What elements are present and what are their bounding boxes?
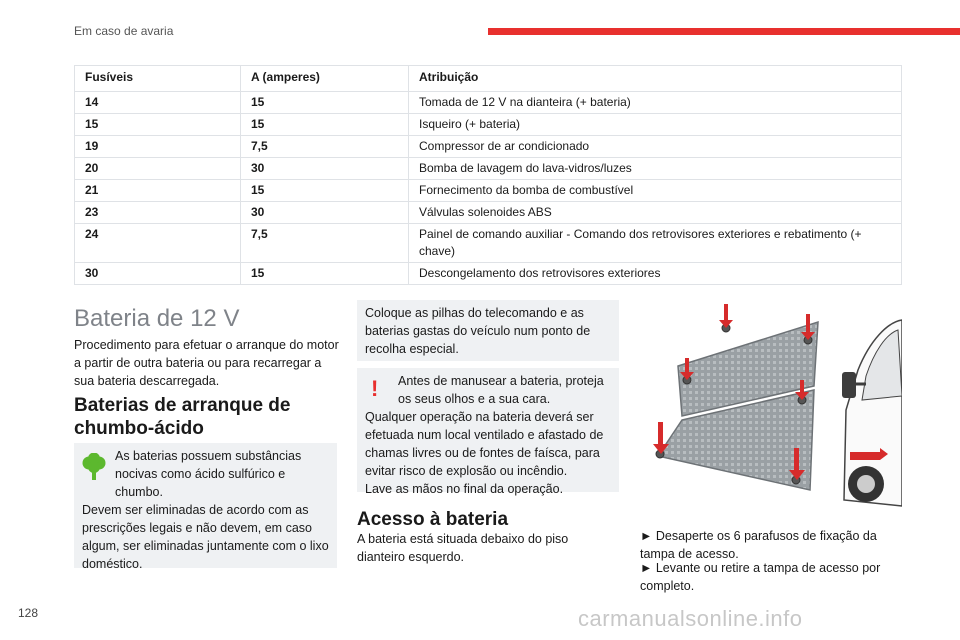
table-row (75, 224, 902, 263)
assignment-cell: Painel de comando auxiliar - Comando dos retrovisores exteriores e rebatimento (+ chave) (409, 224, 902, 263)
fuse-number-cell: 19 (75, 136, 241, 158)
table-row (75, 263, 902, 285)
battery-access-illustration (640, 300, 902, 522)
fuse-table-body (75, 92, 902, 285)
amperage-cell: 15 (241, 263, 409, 285)
lead-acid-subtitle: Baterias de arranque de chumbo-ácido (74, 395, 291, 439)
assignment-cell: Isqueiro (+ bateria) (409, 114, 902, 136)
column-header-fuse: Fusíveis (75, 66, 241, 92)
recycle-note-text: Coloque as pilhas do telecomando e as baterias gastas do veículo num ponto de recolha especial. (365, 306, 591, 356)
assignment-cell: Válvulas solenoides ABS (409, 202, 902, 224)
fuse-number-cell: 21 (75, 180, 241, 202)
fuse-number-cell: 30 (75, 263, 241, 285)
fuse-number-cell: 23 (75, 202, 241, 224)
access-step-2: ► Levante ou retire a tampa de acesso por completo. (640, 561, 881, 593)
fuse-table (74, 65, 902, 285)
fuse-number-cell: 14 (75, 92, 241, 114)
warning-line-1: Antes de manusear a bateria, proteja os seus olhos e a sua cara. (398, 374, 604, 406)
fuse-number-cell: 24 (75, 224, 241, 263)
amperage-cell: 30 (241, 202, 409, 224)
watermark: carmanualsonline.info (578, 606, 803, 631)
battery-access-title: Acesso à bateria (357, 509, 509, 530)
table-header-row (75, 66, 902, 92)
environment-note-box (74, 443, 337, 571)
amperage-cell: 7,5 (241, 136, 409, 158)
warning-box (357, 368, 619, 496)
column-header-assignment: Atribuição (409, 66, 902, 92)
warning-line-3: Lave as mãos no final da operação. (365, 482, 564, 496)
header-section-title: Em caso de avaria (74, 24, 174, 38)
assignment-cell: Descongelamento dos retrovisores exteriores (409, 263, 902, 285)
table-row (75, 202, 902, 224)
battery-access-text: A bateria está situada debaixo do piso dianteiro esquerdo. (357, 532, 569, 564)
table-row (75, 158, 902, 180)
amperage-cell: 7,5 (241, 224, 409, 263)
warning-line-2: Qualquer operação na bateria deverá ser efetuada num local ventilado e afastado de chamas livres ou de fontes de faísca, para evitar risco de explosão ou incêndio. (365, 410, 604, 478)
assignment-cell: Fornecimento da bomba de combustível (409, 180, 902, 202)
amperage-cell: 30 (241, 158, 409, 180)
fuse-number-cell: 20 (75, 158, 241, 180)
column-header-amps: A (amperes) (241, 66, 409, 92)
recycle-note-box (357, 300, 619, 361)
table-row (75, 114, 902, 136)
warning-icon: ! (371, 376, 379, 401)
page-number: 128 (18, 606, 39, 620)
fuse-number-cell: 15 (75, 114, 241, 136)
access-step-1: ► Desaperte os 6 parafusos de fixação da tampa de acesso. (640, 529, 877, 561)
battery-title: Bateria de 12 V (74, 305, 240, 332)
amperage-cell: 15 (241, 92, 409, 114)
assignment-cell: Tomada de 12 V na dianteira (+ bateria) (409, 92, 902, 114)
env-note-line-1: As baterias possuem substâncias nocivas como ácido sulfúrico e chumbo. (115, 449, 302, 499)
assignment-cell: Compressor de ar condicionado (409, 136, 902, 158)
table-row (75, 180, 902, 202)
amperage-cell: 15 (241, 114, 409, 136)
battery-intro: Procedimento para efetuar o arranque do motor a partir de outra bateria ou para recarregar a sua bateria descarregada. (74, 338, 339, 388)
assignment-cell: Bomba de lavagem do lava-vidros/luzes (409, 158, 902, 180)
header-accent-bar (488, 28, 960, 35)
table-row (75, 136, 902, 158)
env-note-line-2: Devem ser eliminadas de acordo com as prescrições legais e não devem, em caso algum, ser eliminadas juntamente com o lixo doméstico. (82, 503, 329, 571)
table-row (75, 92, 902, 114)
amperage-cell: 15 (241, 180, 409, 202)
